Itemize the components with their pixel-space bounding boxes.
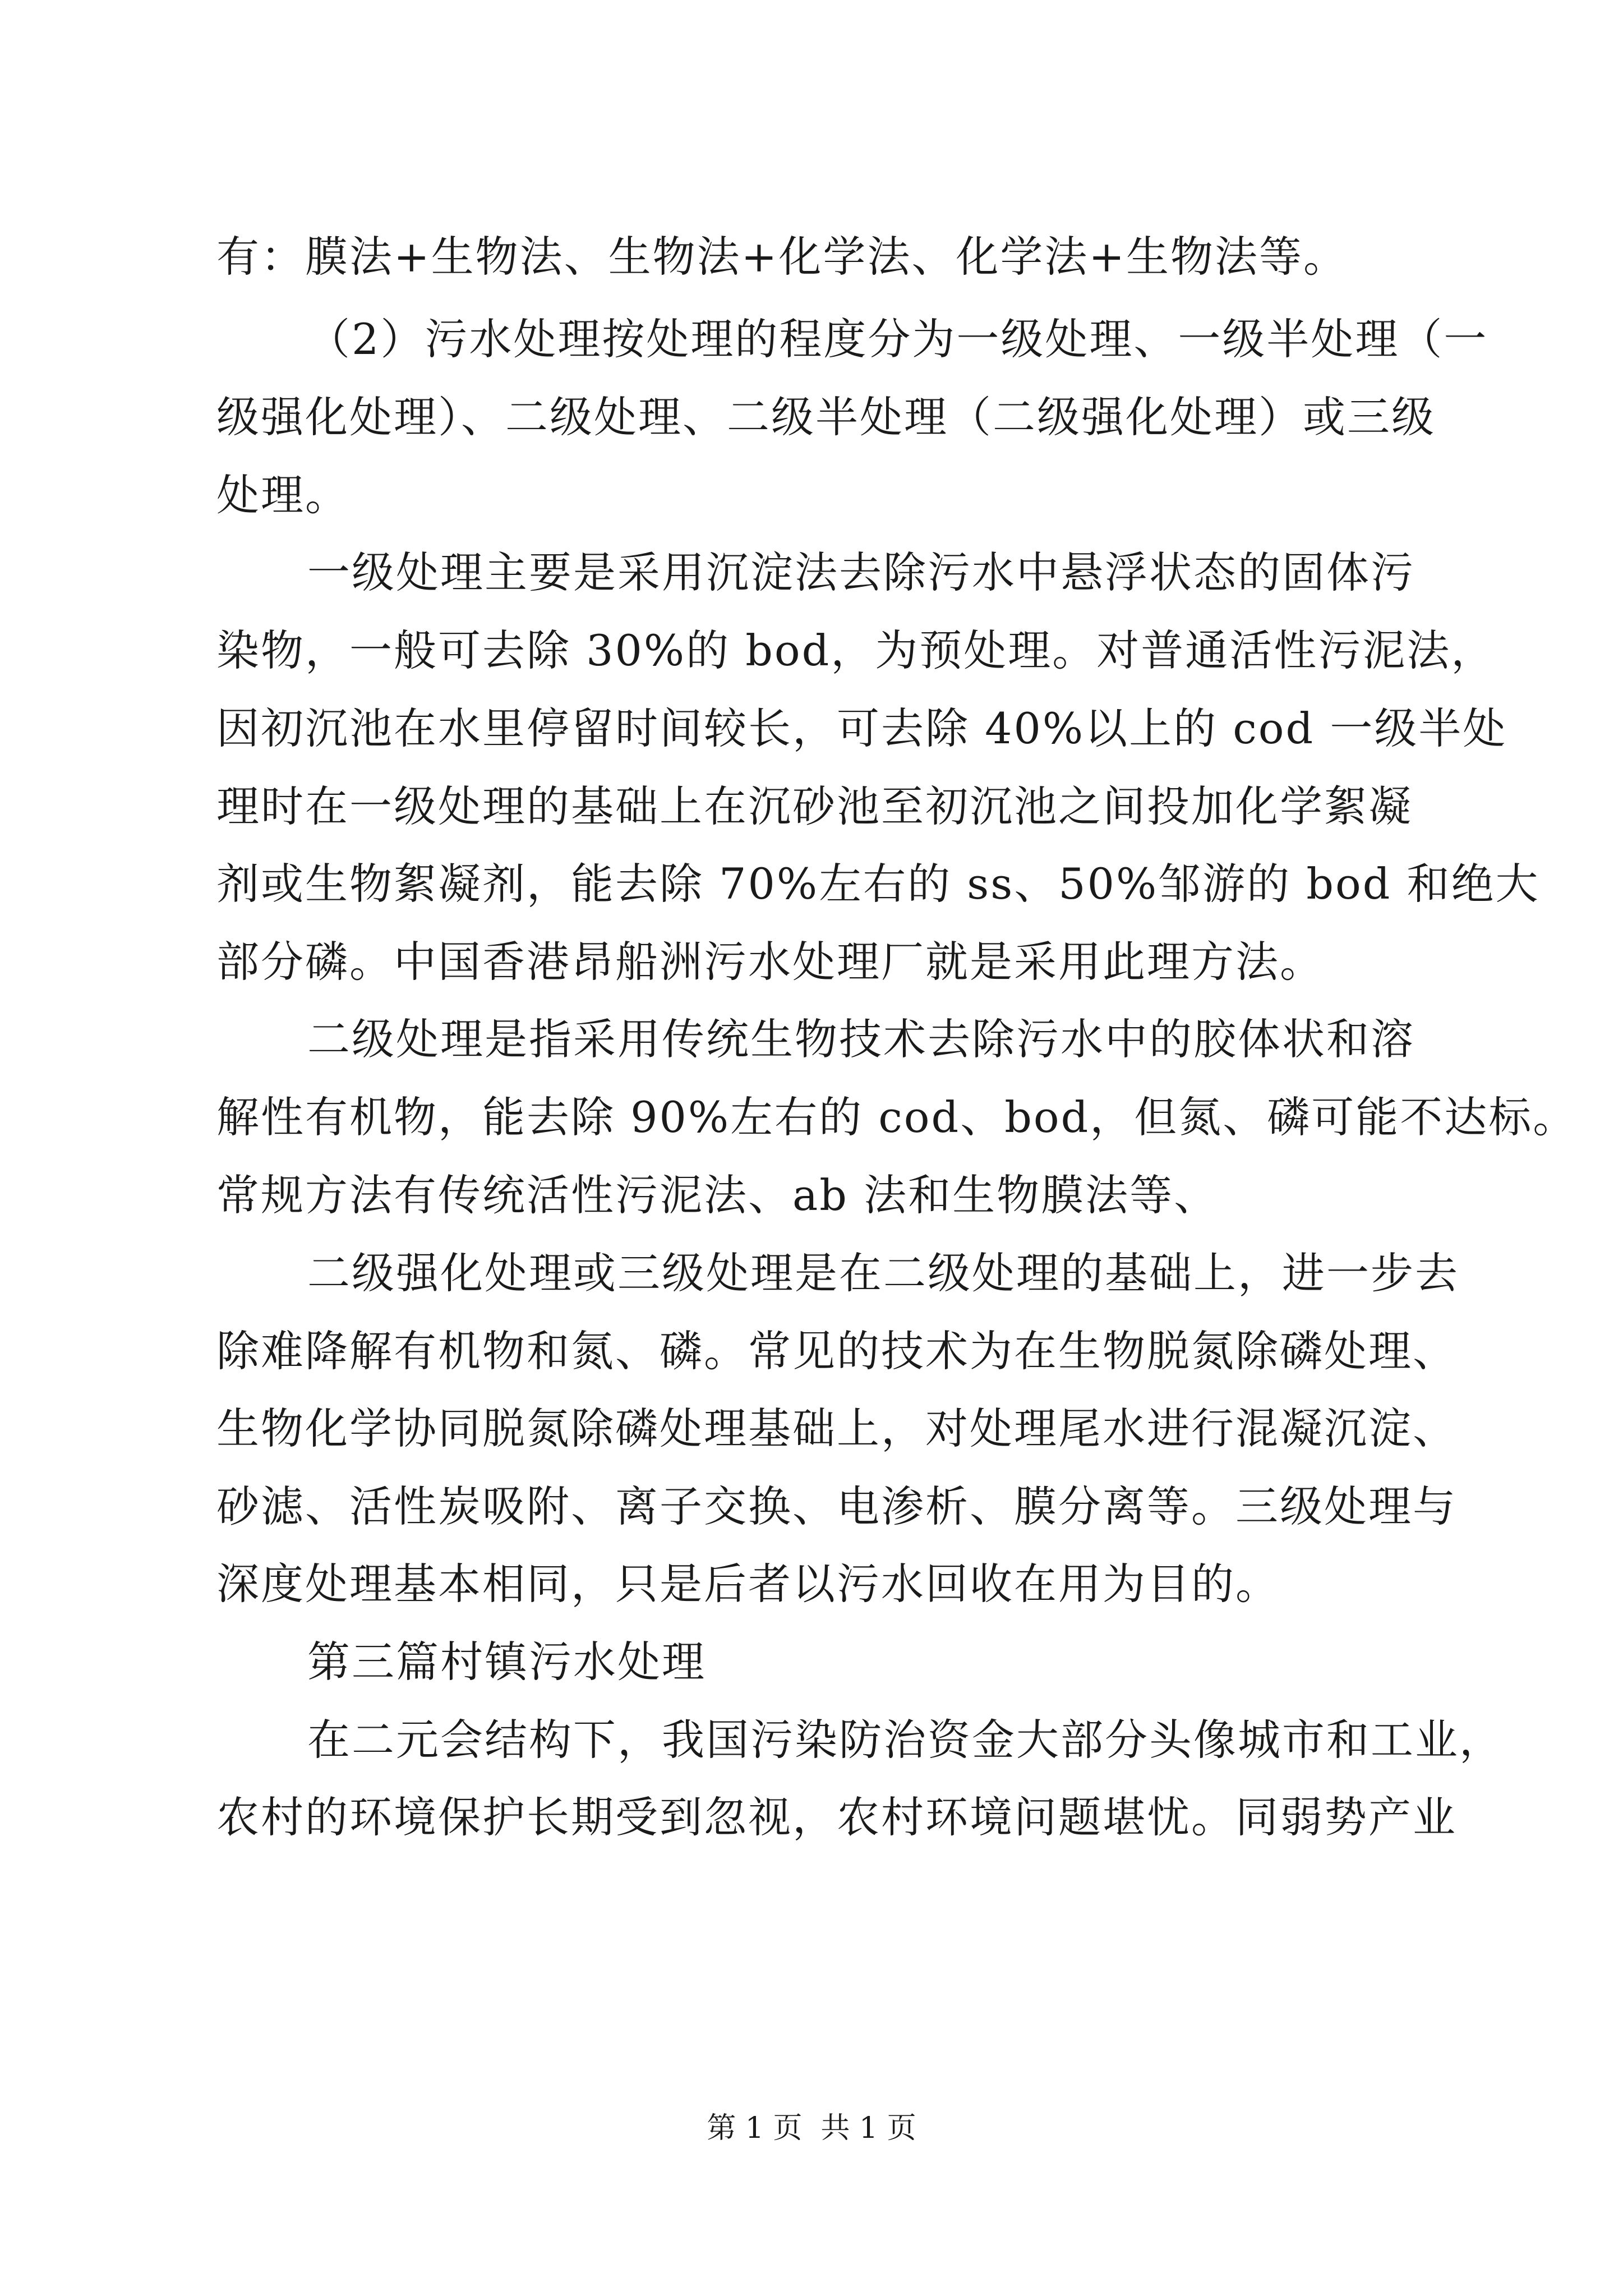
text-line-11: 二级处理是指采用传统生物技术去除污水中的胶体状和溶 — [307, 1014, 1415, 1064]
section-heading: 第三篇村镇污水处理 — [307, 1637, 706, 1687]
text-line-21: 农村的环境保护长期受到忽视，农村环境问题堪忧。同弱势产业 — [216, 1792, 1457, 1842]
page-footer: 第 1 页 共 1 页 — [707, 2111, 916, 2145]
text-line-12: 解性有机物，能去除 90%左右的 cod、bod，但氮、磷可能不达标。 — [216, 1092, 1578, 1142]
text-line-18: 深度处理基本相同，只是后者以污水回收在用为目的。 — [216, 1559, 1280, 1609]
text-line-17: 砂滤、活性炭吸附、离子交换、电渗析、膜分离等。三级处理与 — [216, 1481, 1457, 1531]
text-line-4: 处理。 — [216, 470, 349, 520]
text-line-8: 理时在一级处理的基础上在沉砂池至初沉池之间投加化学絮凝 — [216, 781, 1413, 831]
text-line-14: 二级强化处理或三级处理是在二级处理的基础上，进一步去 — [307, 1248, 1459, 1298]
text-line-20: 在二元会结构下，我国污染防治资金大部分头像城市和工业， — [307, 1715, 1504, 1765]
text-line-6: 染物，一般可去除 30%的 bod，为预处理。对普通活性污泥法， — [216, 625, 1496, 675]
text-line-10: 部分磷。中国香港昂船洲污水处理厂就是采用此理方法。 — [216, 937, 1324, 987]
text-line-7: 因初沉池在水里停留时间较长，可去除 40%以上的 cod 一级半处 — [216, 703, 1507, 753]
text-line-9: 剂或生物絮凝剂，能去除 70%左右的 ss、50%邹游的 bod 和绝大 — [216, 859, 1540, 909]
text-line-16: 生物化学协同脱氮除磷处理基础上，对处理尾水进行混凝沉淀、 — [216, 1404, 1457, 1453]
text-line-2: （2）污水处理按处理的程度分为一级处理、一级半处理（一 — [307, 314, 1488, 364]
text-line-5: 一级处理主要是采用沉淀法去除污水中悬浮状态的固体污 — [307, 547, 1415, 597]
text-line-1: 有：膜法+生物法、生物法+化学法、化学法+生物法等。 — [216, 232, 1348, 282]
text-line-13: 常规方法有传统活性污泥法、ab 法和生物膜法等、 — [216, 1170, 1219, 1220]
text-line-3: 级强化处理）、二级处理、二级半处理（二级强化处理）或三级 — [216, 392, 1436, 442]
text-line-15: 除难降解有机物和氮、磷。常见的技术为在生物脱氮除磷处理、 — [216, 1326, 1457, 1376]
